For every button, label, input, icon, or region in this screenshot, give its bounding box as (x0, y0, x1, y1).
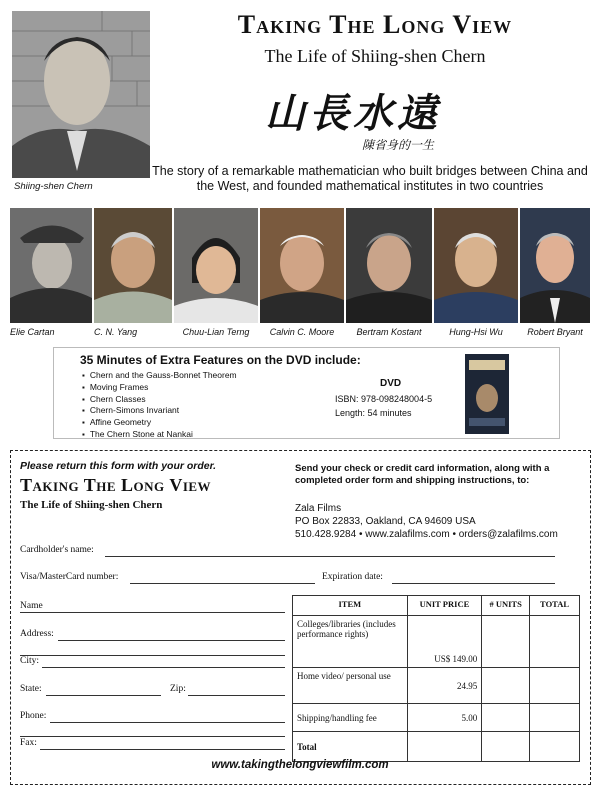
extras-title: 35 Minutes of Extra Features on the DVD include: (80, 353, 361, 367)
story-blurb: The story of a remarkable mathematician who built bridges between China and the West, and founded mathematical institutes in two countries (152, 164, 588, 193)
photo-robert-bryant (520, 208, 590, 323)
table-header-row (293, 596, 580, 616)
name-label: Name (20, 601, 43, 611)
card-number-label: Visa/MasterCard number: (20, 572, 119, 582)
total-input[interactable] (530, 704, 580, 732)
phone-input[interactable] (50, 722, 285, 723)
state-input[interactable] (46, 695, 161, 696)
photo-chuu-lian-terng (174, 208, 258, 323)
units-input[interactable] (482, 732, 530, 762)
address-input[interactable] (58, 640, 285, 641)
zip-input[interactable] (188, 695, 285, 696)
isbn: ISBN: 978-098248004-5 (335, 394, 433, 404)
phone-input-line2[interactable] (20, 736, 285, 737)
city-label: City: (20, 656, 40, 666)
features-list (89, 370, 237, 441)
col-units: # UNITS (482, 596, 530, 616)
caption-hung-hsi-wu: Hung-Hsi Wu (449, 327, 503, 337)
total-input[interactable] (530, 668, 580, 704)
caption-chuu-lian-terng: Chuu-Lian Terng (182, 327, 250, 337)
item-cell: Total (293, 732, 408, 762)
col-item: ITEM (293, 596, 408, 616)
list-item: ▪ Chern and the Gauss-Bonnet Theorem (92, 370, 237, 382)
cardholder-label: Cardholder's name: (20, 545, 94, 555)
caption-elie-cartan: Elie Cartan (10, 327, 55, 337)
col-total: TOTAL (530, 596, 580, 616)
price-cell: 5.00 (407, 704, 482, 732)
price-cell: 24.95 (407, 668, 482, 704)
photo-elie-cartan (10, 208, 92, 323)
address-input-line2[interactable] (20, 655, 285, 656)
item-cell: Shipping/handling fee (293, 704, 408, 732)
col-unit-price: UNIT PRICE (407, 596, 482, 616)
website-link[interactable]: www.takingthelongviewfilm.com (211, 759, 389, 771)
table-row (293, 732, 580, 762)
price-cell: US$ 149.00 (407, 616, 482, 668)
form-title: Taking The Long View (20, 475, 212, 495)
list-item: ▪ Affine Geometry (92, 417, 237, 429)
expiration-input[interactable] (392, 583, 555, 584)
fax-input[interactable] (40, 749, 285, 750)
units-input[interactable] (482, 616, 530, 668)
form-subtitle: The Life of Shiing-shen Chern (20, 499, 163, 511)
grand-total-input[interactable] (530, 732, 580, 762)
photo-cn-yang (94, 208, 172, 323)
calligraphy-title: 山長水遠 (265, 91, 441, 136)
order-table (292, 595, 580, 762)
caption-bertram-kostant: Bertram Kostant (356, 327, 422, 337)
list-item: ▪ Chern-Simons Invariant (92, 405, 237, 417)
chern-portrait (12, 11, 150, 178)
table-row (293, 616, 580, 668)
zip-label: Zip: (170, 684, 186, 694)
street-address: PO Box 22833, Oakland, CA 94609 USA (295, 516, 476, 527)
photo-calvin-moore (260, 208, 344, 323)
caption-robert-bryant: Robert Bryant (527, 327, 583, 337)
caption-calvin-moore: Calvin C. Moore (269, 327, 335, 337)
dvd-info (335, 392, 432, 420)
page-subtitle: The Life of Shiing-shen Chern (264, 46, 486, 66)
item-cell: Colleges/libraries (includes performance rights) (293, 616, 408, 668)
price-cell (407, 732, 482, 762)
cardholder-input[interactable] (105, 556, 555, 557)
fax-label: Fax: (20, 738, 37, 748)
expiration-label: Expiration date: (322, 572, 383, 582)
total-input[interactable] (530, 616, 580, 668)
list-item: ▪ Chern Classes (92, 394, 237, 406)
units-input[interactable] (482, 704, 530, 732)
caption-cn-yang: C. N. Yang (94, 327, 138, 337)
address-label: Address: (20, 629, 54, 639)
table-row (293, 704, 580, 732)
state-label: State: (20, 684, 42, 694)
city-input[interactable] (42, 667, 285, 668)
return-note: Please return this form with your order. (20, 460, 217, 472)
units-input[interactable] (482, 668, 530, 704)
calligraphy-subtitle: 陳省身的一生 (362, 138, 435, 152)
length: Length: 54 minutes (335, 408, 412, 418)
name-input[interactable] (20, 612, 285, 613)
mailing-address (295, 502, 558, 541)
portrait-caption: Shiing-shen Chern (14, 181, 93, 192)
card-number-input[interactable] (130, 583, 315, 584)
company-name: Zala Films (295, 503, 342, 514)
item-cell: Home video/ personal use (293, 668, 408, 704)
dvd-cover-image (465, 354, 509, 434)
contact-info: 510.428.9284 • www.zalafilms.com • orders@zalafilms.com (295, 529, 558, 540)
list-item: ▪ The Chern Stone at Nankai (92, 429, 237, 441)
photo-bertram-kostant (346, 208, 432, 323)
table-row (293, 668, 580, 704)
photo-hung-hsi-wu (434, 208, 518, 323)
list-item: ▪ Moving Frames (92, 382, 237, 394)
page-title: Taking The Long View (237, 10, 513, 39)
phone-label: Phone: (20, 711, 47, 721)
send-instructions: Send your check or credit card information, along with a completed order form and shipping instructions, to: (295, 463, 550, 486)
dvd-label: DVD (380, 378, 402, 389)
